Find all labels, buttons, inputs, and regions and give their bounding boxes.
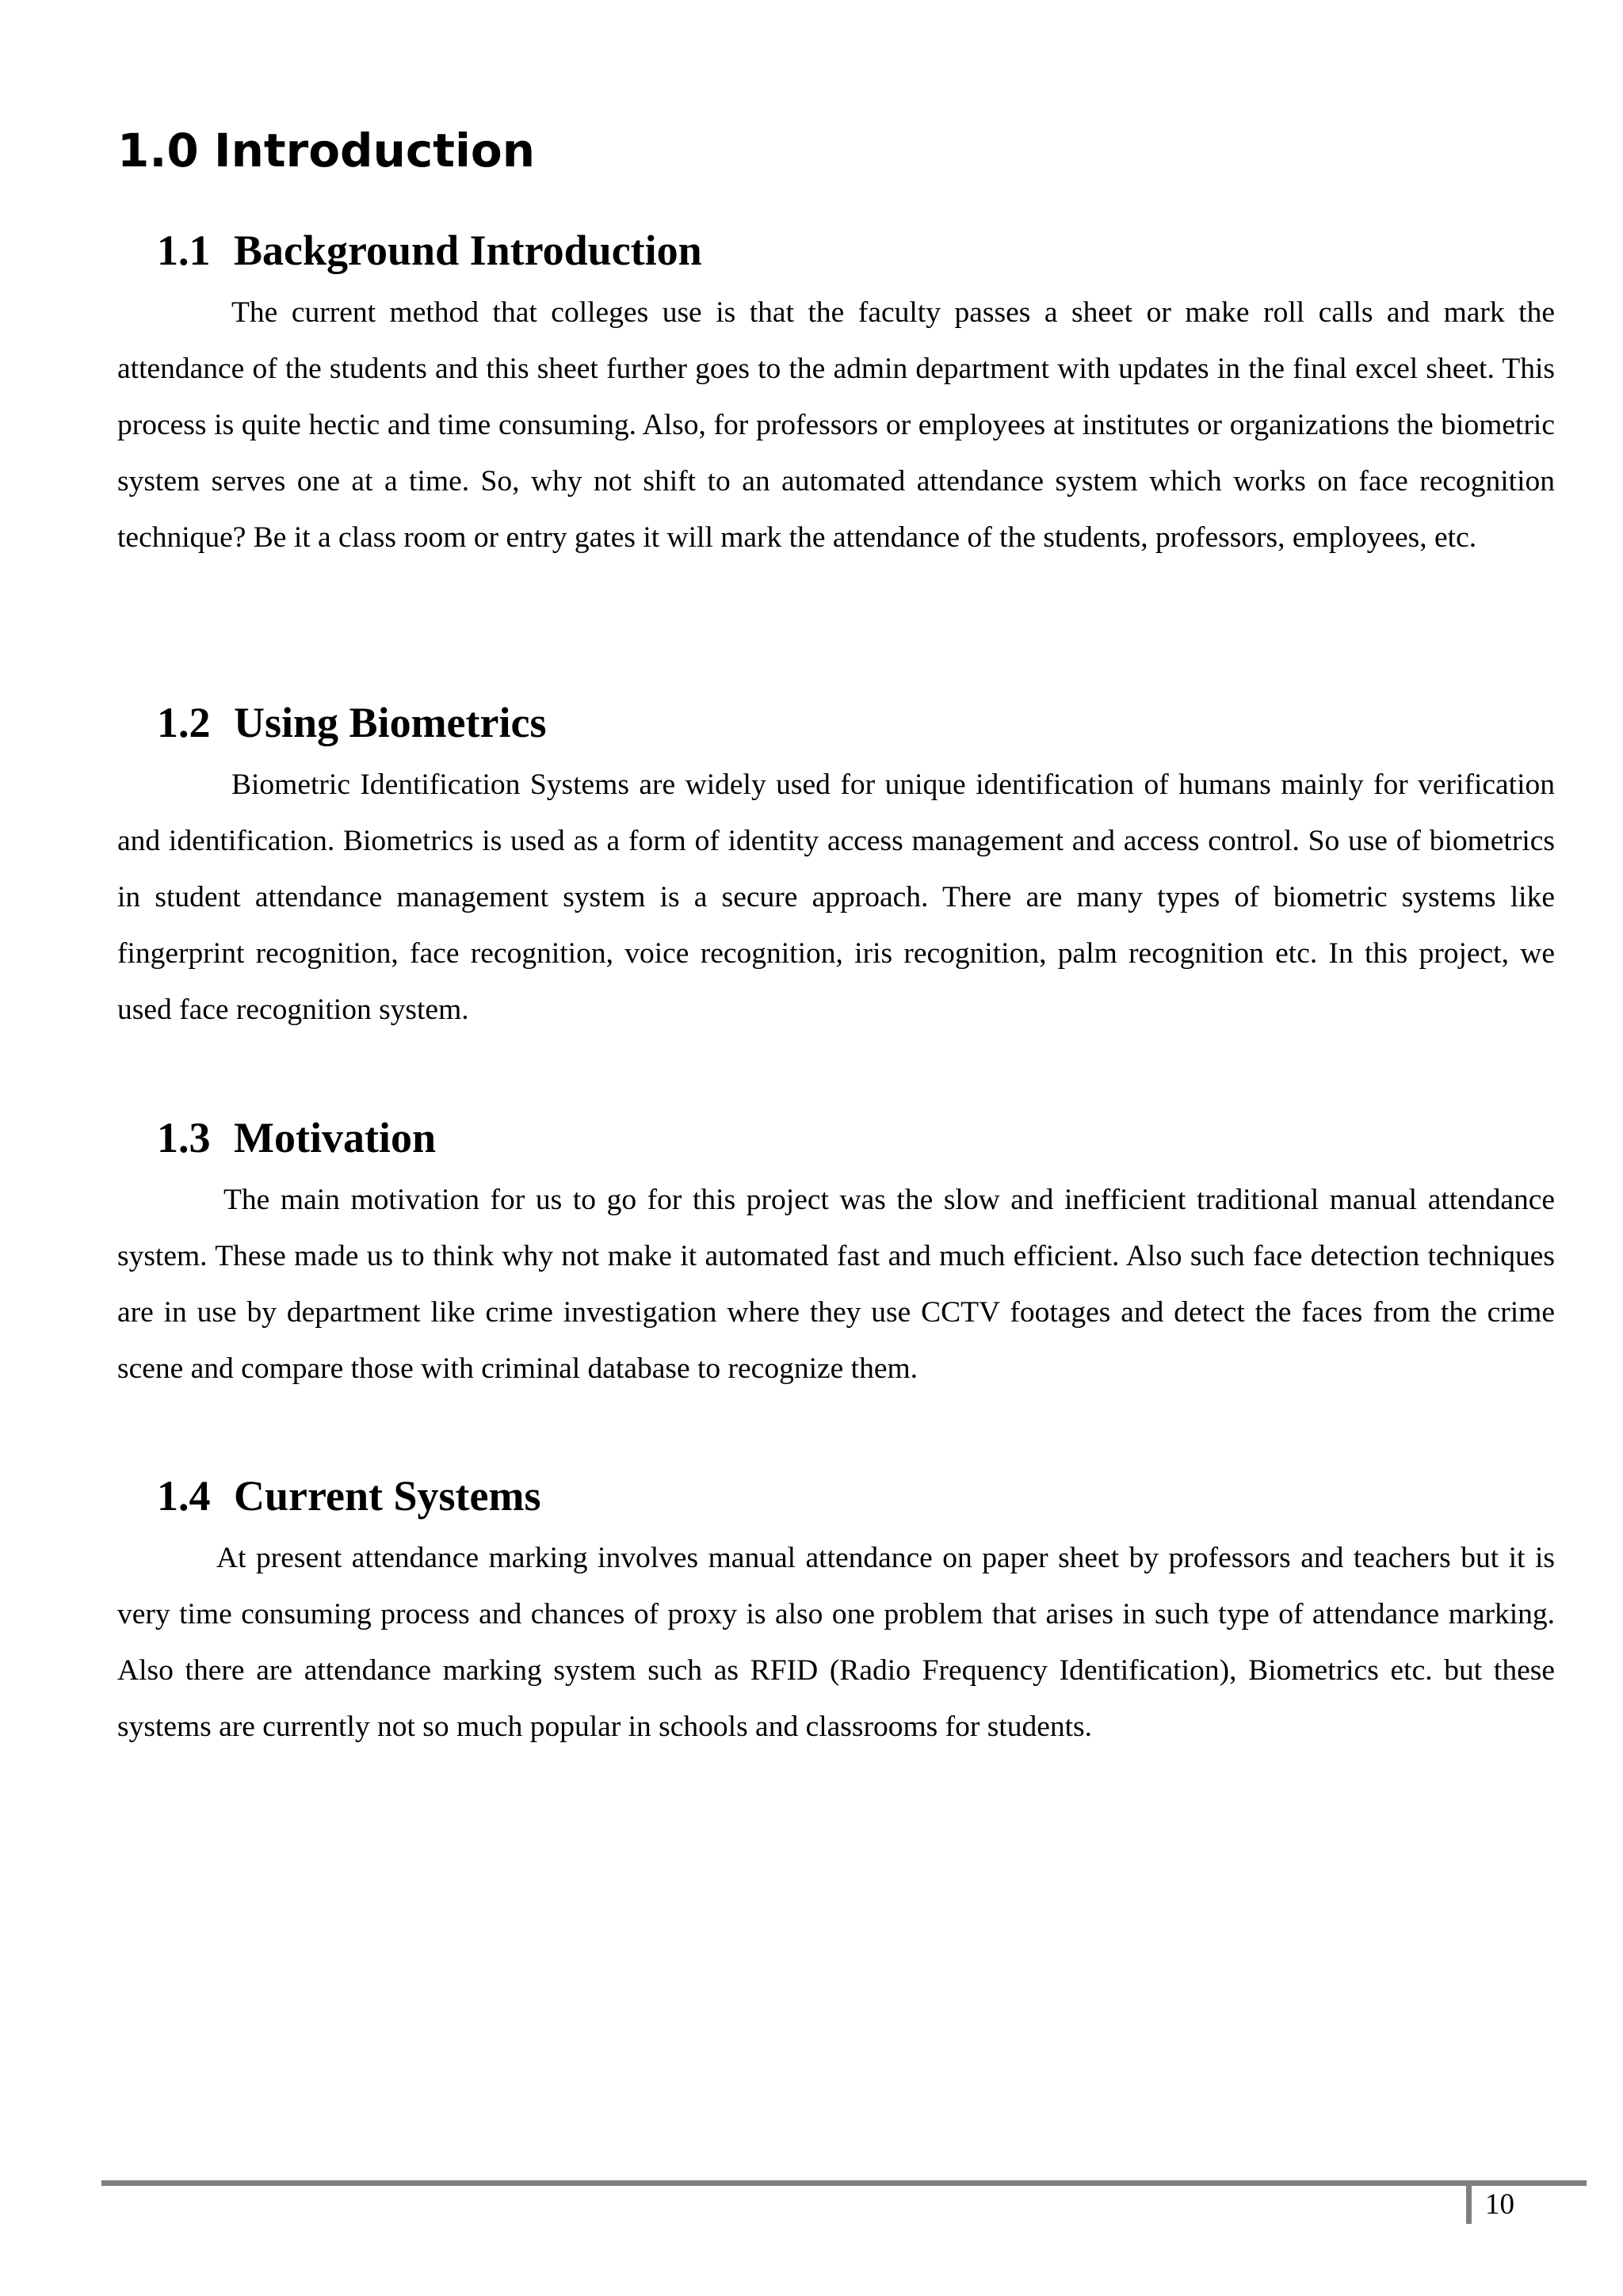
page-number: 10 <box>1485 2188 1514 2221</box>
chapter-number: 1.0 <box>117 124 199 177</box>
section-title: Using Biometrics <box>234 699 547 746</box>
chapter-title-text: Introduction <box>214 124 535 177</box>
section-paragraph: At present attendance marking involves manual attendance on paper sheet by professors and teachers but it is very time consuming process and chances of proxy is also one problem that arises in such type of attendance marking. Also there are attendance marking system such as RFID (Radio Frequency Identification), Biometrics etc. but these systems are currently not so much popular in schools and classrooms for students. <box>117 1542 1555 1743</box>
section-heading <box>157 1110 1555 1165</box>
section-paragraph: The main motivation for us to go for this project was the slow and inefficient traditional manual attendance system. These made us to think why not make it automated fast and much efficient. Also such face detection techniques are in use by department like crime investigation where they use CCTV footages and detect the faces from the crime scene and compare those with criminal database to recognize them. <box>117 1184 1555 1385</box>
page-number-separator <box>1466 2186 1472 2224</box>
section-using-biometrics <box>117 695 1555 1038</box>
section-heading <box>157 223 1555 278</box>
section-paragraph: The current method that colleges use is that the faculty passes a sheet or make roll calls and mark the attendance of the students and this sheet further goes to the admin department with updates in the final excel sheet. This process is quite hectic and time consuming. Also, for professors or employees at institutes or organizations the biometric system serves one at a time. So, why not shift to an automated attendance system which works on face recognition technique? Be it a class room or entry gates it will mark the attendance of the students, professors, employees, etc. <box>117 296 1555 554</box>
section-motivation <box>117 1110 1555 1397</box>
footer-divider <box>101 2180 1587 2186</box>
section-background-introduction <box>117 223 1555 566</box>
section-title: Background Introduction <box>234 227 702 274</box>
section-heading <box>157 1468 1555 1524</box>
section-title: Current Systems <box>234 1472 541 1520</box>
section-paragraph: Biometric Identification Systems are widely used for unique identification of humans mainly for verification and identification. Biometrics is used as a form of identity access management and access control. So use of biometrics in student attendance management system is a secure approach. There are many types of biometric systems like fingerprint recognition, face recognition, voice recognition, iris recognition, palm recognition etc. In this project, we used face recognition system. <box>117 769 1555 1026</box>
section-number: 1.4 <box>157 1472 211 1520</box>
section-current-systems <box>117 1468 1555 1755</box>
section-number: 1.2 <box>157 699 211 746</box>
chapter-title <box>117 119 535 182</box>
section-heading <box>157 695 1555 750</box>
section-title: Motivation <box>234 1114 436 1161</box>
section-number: 1.1 <box>157 227 211 274</box>
section-number: 1.3 <box>157 1114 211 1161</box>
